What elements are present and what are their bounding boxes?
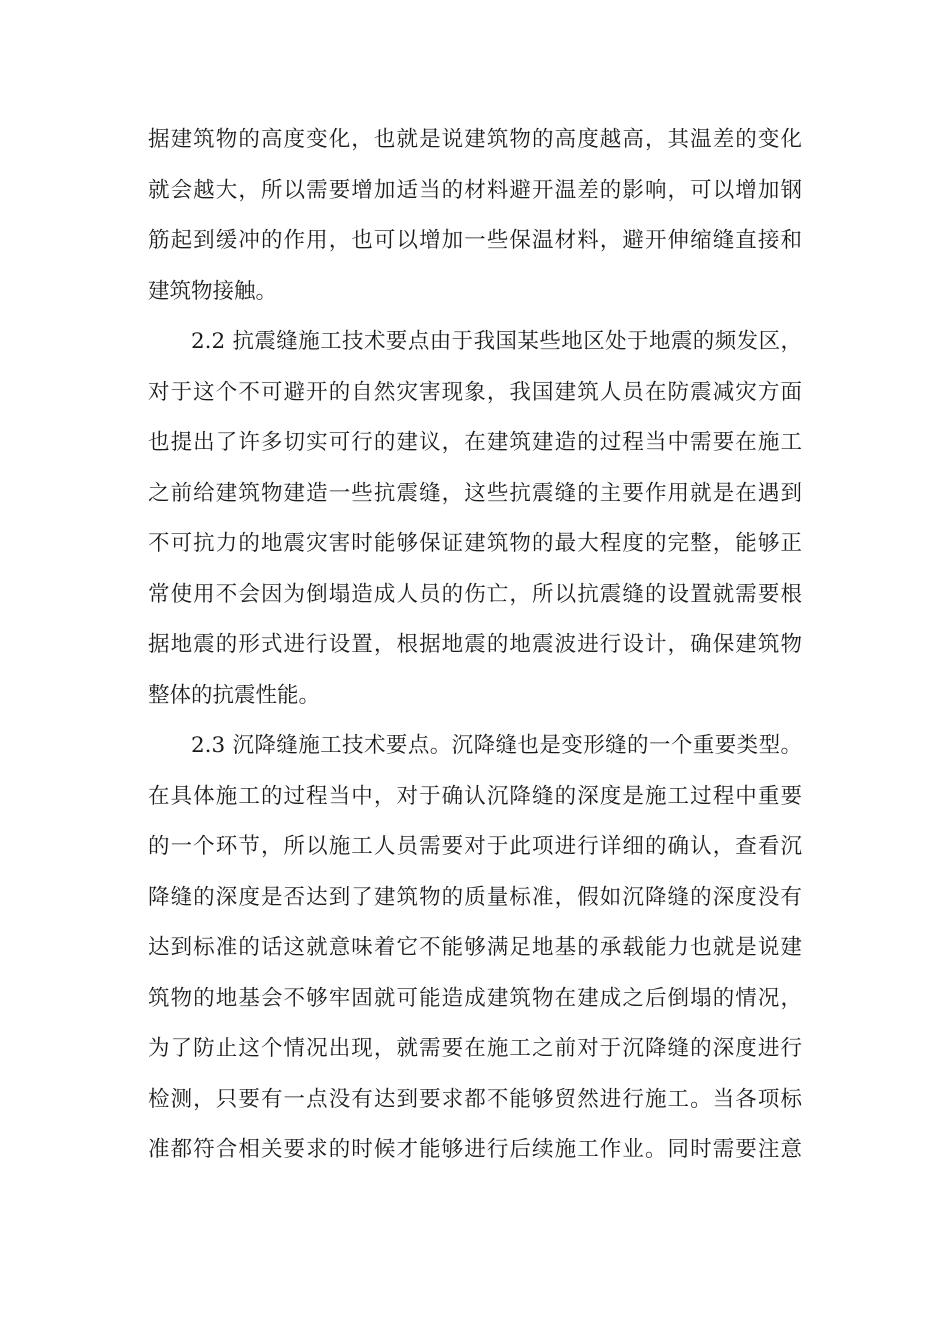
text-line: 之前给建筑物建造一些抗震缝，这些抗震缝的主要作用就是在遇到 — [148, 480, 802, 506]
section-heading-line: 2.2 抗震缝施工技术要点由于我国某些地区处于地震的频发区， — [191, 329, 802, 354]
text-line: 建筑物接触。 — [148, 278, 278, 304]
text-line: 据地震的形式进行设置，根据地震的地震波进行设计，确保建筑物 — [148, 632, 802, 657]
text-line: 就会越大，所以需要增加适当的材料避开温差的影响，可以增加钢 — [148, 177, 802, 203]
text-line: 的一个环节，所以施工人员需要对于此项进行详细的确认，查看沉 — [148, 834, 802, 859]
text-line: 整体的抗震性能。 — [148, 682, 321, 708]
text-line: 对于这个不可避开的自然灾害现象，我国建筑人员在防震减灾方面 — [148, 379, 802, 405]
text-line: 筋起到缓冲的作用，也可以增加一些保温材料，避开伸缩缝直接和 — [148, 228, 802, 253]
text-line: 也提出了许多切实可行的建议，在建筑建造的过程当中需要在施工 — [148, 430, 802, 455]
text-line: 筑物的地基会不够牢固就可能造成建筑物在建成之后倒塌的情况， — [148, 985, 802, 1011]
body-text — [148, 115, 802, 1176]
section-heading-line: 2.3 沉降缝施工技术要点。沉降缝也是变形缝的一个重要类型。 — [191, 733, 802, 758]
text-line: 常使用不会因为倒塌造成人员的伤亡，所以抗震缝的设置就需要根 — [148, 581, 802, 607]
text-line: 为了防止这个情况出现，就需要在施工之前对于沉降缝的深度进行 — [148, 1036, 802, 1061]
text-line: 检测，只要有一点没有达到要求都不能够贸然进行施工。当各项标 — [148, 1086, 802, 1112]
text-line: 在具体施工的过程当中，对于确认沉降缝的深度是施工过程中重要 — [148, 783, 802, 809]
text-line: 降缝的深度是否达到了建筑物的质量标准，假如沉降缝的深度没有 — [148, 884, 802, 910]
text-line: 据建筑物的高度变化，也就是说建筑物的高度越高，其温差的变化 — [148, 127, 802, 152]
text-line: 准都符合相关要求的时候才能够进行后续施工作业。同时需要注意 — [148, 1137, 802, 1162]
text-line: 达到标准的话这就意味着它不能够满足地基的承载能力也就是说建 — [148, 935, 802, 960]
text-line: 不可抗力的地震灾害时能够保证建筑物的最大程度的完整，能够正 — [148, 531, 802, 556]
